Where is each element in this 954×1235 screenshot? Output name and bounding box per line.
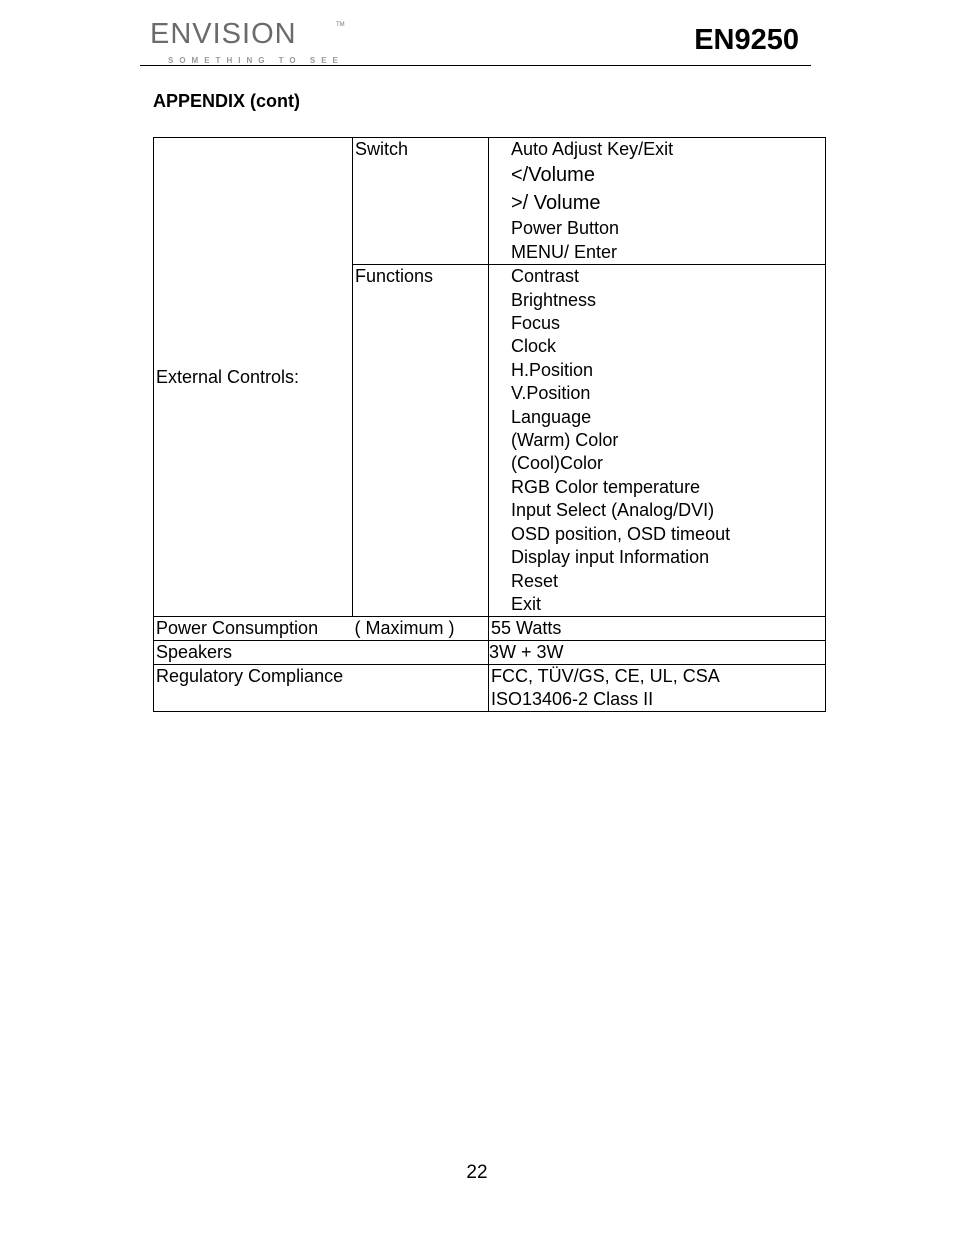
external-controls-label: External Controls:	[154, 138, 353, 617]
envision-logo	[150, 18, 350, 68]
regulatory-line: FCC, TÜV/GS, CE, UL, CSA	[491, 666, 720, 687]
section-title: APPENDIX (cont)	[153, 91, 301, 111]
list-item: Focus	[511, 313, 561, 334]
switch-items	[489, 138, 826, 265]
list-item: Brightness	[511, 289, 597, 310]
list-item: OSD position, OSD timeout	[511, 523, 731, 544]
list-item: V.Position	[511, 383, 591, 404]
regulatory-value	[489, 665, 826, 712]
page-number: 22	[466, 1162, 488, 1183]
list-item: Input Select (Analog/DVI)	[511, 500, 715, 521]
power-value: 55 Watts	[489, 617, 826, 641]
table-row-regulatory	[154, 665, 826, 712]
regulatory-line: ISO13406-2 Class II	[491, 689, 654, 710]
function-items	[489, 265, 826, 617]
spec-table	[153, 137, 826, 712]
list-item: MENU/ Enter	[511, 241, 618, 262]
functions-label: Functions	[353, 265, 489, 617]
power-qualifier: ( Maximum )	[353, 617, 489, 641]
table-row-switch	[154, 138, 826, 265]
header-divider	[140, 65, 811, 66]
list-item: Reset	[511, 570, 559, 591]
regulatory-label: Regulatory Compliance	[154, 665, 489, 712]
list-item: Exit	[511, 593, 542, 614]
list-item: (Cool)Color	[511, 453, 604, 474]
logo-trademark: TM	[336, 22, 345, 28]
power-label: Power Consumption	[154, 617, 353, 641]
list-item: Auto Adjust Key/Exit	[511, 139, 674, 159]
speakers-value: 3W + 3W	[489, 641, 826, 665]
list-item: RGB Color temperature	[511, 476, 701, 497]
list-item: Display input Information	[511, 547, 710, 568]
speakers-label: Speakers	[154, 641, 489, 665]
list-item: Power Button	[511, 218, 620, 239]
list-item: Contrast	[511, 266, 580, 287]
list-item: </Volume	[511, 164, 595, 187]
logo-tagline: SOMETHING TO SEE	[168, 56, 344, 65]
logo-wordmark: ENVISION	[150, 18, 297, 50]
table-row-power	[154, 617, 826, 641]
list-item: H.Position	[511, 359, 594, 380]
model-number: EN9250	[694, 24, 799, 56]
list-item: Clock	[511, 336, 557, 357]
list-item: >/ Volume	[511, 192, 601, 215]
list-item: Language	[511, 406, 592, 427]
table-row-speakers	[154, 641, 826, 665]
list-item: (Warm) Color	[511, 430, 619, 451]
switch-label: Switch	[353, 138, 489, 265]
